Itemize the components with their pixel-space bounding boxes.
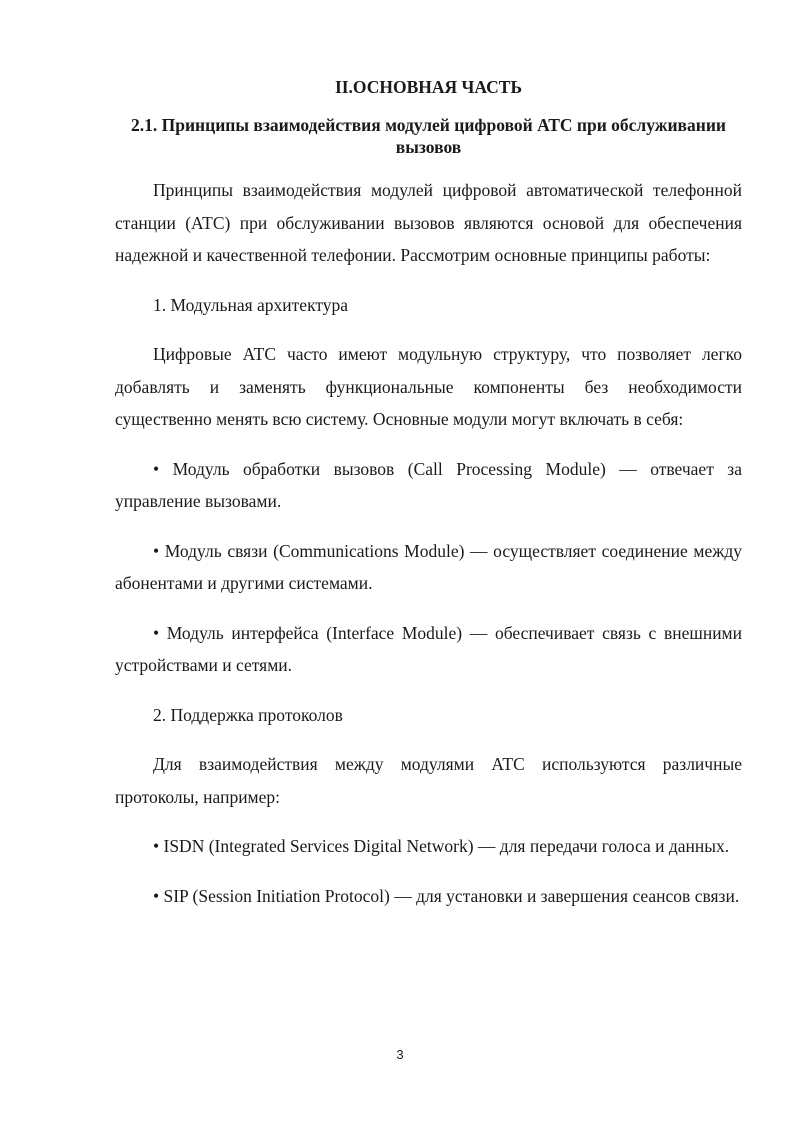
page-number: 3: [396, 1047, 404, 1062]
paragraph-intro: Принципы взаимодействия модулей цифровой автоматической телефонной станции (АТС) при обслуживании вызовов являются основой для обеспечения надежной и качественной телефонии. Рассмотрим основные принципы работы:: [115, 180, 742, 265]
section-heading: II.ОСНОВНАЯ ЧАСТЬ: [334, 77, 523, 97]
page-content: [115, 76, 742, 929]
subsection-heading: 2.1. Принципы взаимодействия модулей цифровой АТС при обслуживании вызовов: [130, 115, 726, 157]
bullet-call-processing: • Модуль обработки вызовов (Call Processing Module) — отвечает за управление вызовами.: [115, 458, 742, 511]
bullet-isdn: • ISDN (Integrated Services Digital Network) — для передачи голоса и данных.: [153, 836, 730, 856]
list-heading-modular-architecture: 1. Модульная архитектура: [153, 294, 349, 315]
bullet-communications: • Модуль связи (Communications Module) — осуществляет соединение между абонентами и другими системами.: [115, 540, 742, 593]
paragraph-modular: Цифровые АТС часто имеют модульную структуру, что позволяет легко добавлять и заменять функциональные компоненты без необходимости существенно менять всю систему. Основные модули могут включать в себя:: [115, 344, 742, 429]
paragraph-protocols: Для взаимодействия между модулями АТС используются различные протоколы, например:: [115, 754, 742, 807]
bullet-sip: • SIP (Session Initiation Protocol) — для установки и завершения сеансов связи.: [153, 885, 740, 906]
bullet-interface: • Модуль интерфейса (Interface Module) — обеспечивает связь с внешними устройствами и сетями.: [115, 622, 742, 675]
list-heading-protocol-support: 2. Поддержка протоколов: [153, 704, 343, 725]
